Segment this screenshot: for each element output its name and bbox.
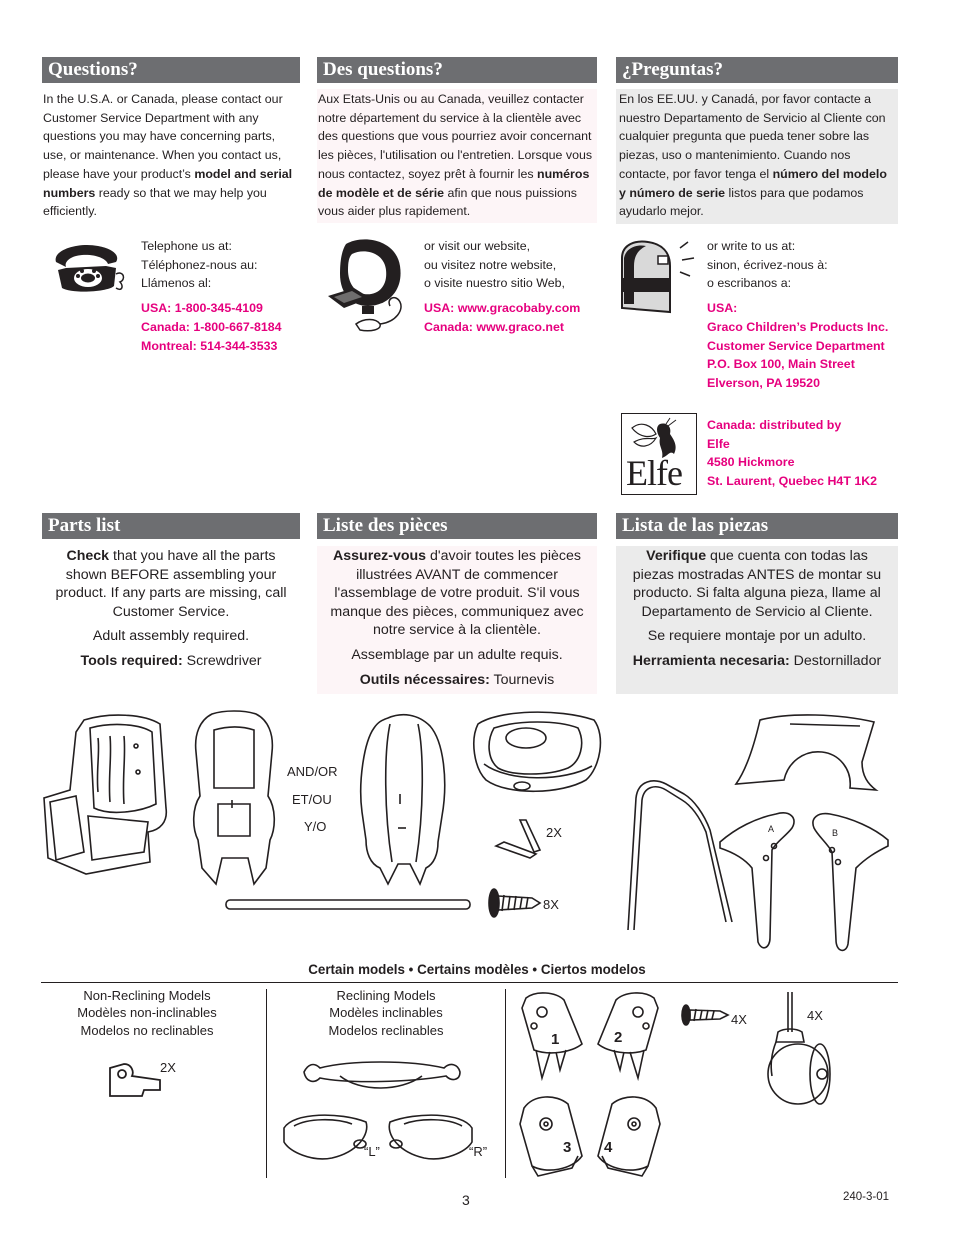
canada-company: Elfe <box>707 436 730 451</box>
document-number: 240-3-01 <box>843 1191 890 1203</box>
parts-check-en <box>50 547 292 621</box>
web-line-fr: ou visitez notre website, <box>424 257 557 272</box>
canada-block <box>707 416 902 491</box>
web-url-usa[interactable]: USA: www.gracobaby.com <box>424 301 581 316</box>
canada-street: 4580 Hickmore <box>707 455 795 470</box>
questions-body-es-tail: listos para que podamos ayudarlo mejor. <box>619 185 864 219</box>
canada-city: St. Laurent, Quebec H4T 1K2 <box>707 474 878 489</box>
parts-tools-en-bold: Tools required: <box>80 652 183 669</box>
non-reclining-es: Modelos no reclinables <box>80 1022 214 1038</box>
questions-body-en-bold: model and serial numbers <box>43 166 293 200</box>
bracket-number-3: 3 <box>563 1139 572 1156</box>
questions-body-fr-bold: numéros de modèle et de série <box>318 166 590 200</box>
web-block <box>424 237 604 337</box>
column-divider-1 <box>266 989 267 1178</box>
parts-check-fr <box>323 547 591 640</box>
screw-quantity: 8X <box>543 897 559 912</box>
andor-label-fr: ET/OU <box>292 792 332 807</box>
parts-assembly-en: Adult assembly required. <box>92 628 250 645</box>
computer-icon <box>324 236 414 340</box>
questions-body-en-text: In the U.S.A. or Canada, please contact our Customer Service Department with any questions you may have concerning parts, use, or maintenance. When you contact us, please have your product’s <box>43 92 283 181</box>
parts-check-es-text: que cuenta con todas las piezas mostradas ANTES de montar su producto. Si falta alguna pieza, llame al Departamento de Servicio al Cliente. <box>632 548 882 620</box>
phone-block <box>141 237 311 355</box>
questions-body-es-bold: número del modelo y número de serie <box>619 166 887 200</box>
parts-tools-en-text: Screwdriver <box>182 652 262 669</box>
parts-tools-es <box>626 652 888 671</box>
parts-header-en: Parts list <box>42 513 300 539</box>
questions-body-fr-tail: afin que nous puissions vous aider plus rapidement. <box>318 185 577 219</box>
small-screw-quantity: 4X <box>731 1012 747 1027</box>
reclining-es: Modelos reclinables <box>328 1022 444 1038</box>
parts-tools-fr-bold: Outils nécessaires: <box>359 671 490 688</box>
leg-letter-a: A <box>768 824 775 834</box>
parts-tools-es-text: Destornillador <box>789 652 882 669</box>
leg-right-illustration <box>804 808 892 956</box>
questions-body-en <box>43 90 301 221</box>
parts-body-fr <box>317 546 597 694</box>
questions-body-fr-text: Aux Etats-Unis ou au Canada, veuillez contacter notre département du service à la clientèle avec des questions que vous pourriez avoir concernant les pièces, l'utilisation ou l'entretien. Lorsque vous nous contactez, soyez prêt à fournir les <box>318 92 593 181</box>
parts-header-es: Lista de las piezas <box>616 513 898 539</box>
elfe-logo <box>621 413 697 495</box>
andor-label-en: AND/OR <box>287 764 338 779</box>
leg-letter-b: B <box>832 828 839 838</box>
andor-label-es: Y/O <box>304 819 327 834</box>
bracket-number-1: 1 <box>551 1031 560 1048</box>
small-screw-illustration <box>680 1002 730 1028</box>
non-reclining-fr: Modèles non-inclinables <box>77 1005 217 1021</box>
certain-models-divider <box>41 982 898 983</box>
mail-address-country: USA: <box>707 301 738 316</box>
recline-knob-left-illustration <box>280 1108 372 1164</box>
questions-header-es: ¿Preguntas? <box>616 57 898 83</box>
leg-left-illustration <box>716 808 800 954</box>
reclining-fr: Modèles inclinables <box>329 1005 443 1021</box>
parts-body-es <box>616 546 898 694</box>
parts-tools-fr-text: Tournevis <box>489 671 555 688</box>
mail-address-department: Customer Service Department <box>707 338 885 353</box>
non-reclining-heading <box>46 987 248 1039</box>
parts-check-fr-text: d'avoir toutes les pièces illustrées AVANT de commencer l'assemblage de votre produit. S'il vous manque des pièces, communiquez avec notre service à la clientèle. <box>330 548 584 639</box>
questions-header-fr: Des questions? <box>317 57 597 83</box>
certain-models-heading: Certain models • Certains modèles • Ciertos modelos <box>308 962 646 977</box>
tray-illustration <box>468 706 606 798</box>
parts-check-es <box>626 547 888 621</box>
mail-address-city: Elverson, PA 19520 <box>707 375 820 390</box>
parts-assembly-fr: Assemblage par un adulte requis. <box>351 646 563 663</box>
parts-body-en <box>42 547 300 677</box>
parts-tools-es-bold: Herramienta necesaria: <box>632 652 790 669</box>
seat-frame-illustration <box>40 712 180 880</box>
phone-line-es: Llámenos al: <box>141 276 212 291</box>
left-knob-label: “L” <box>364 1144 380 1159</box>
mail-block <box>707 237 902 393</box>
bracket-number-2: 2 <box>614 1029 623 1046</box>
parts-check-en-bold: Check <box>66 548 110 564</box>
phone-line-en: Telephone us at: <box>141 239 232 253</box>
tray-clip-illustration <box>490 818 546 866</box>
right-knob-label: “R” <box>469 1144 488 1159</box>
base-illustration <box>730 710 880 792</box>
web-line-en: or visit our website, <box>424 239 531 253</box>
parts-check-en-text: that you have all the parts shown BEFORE assembling your product. If any parts are missing, call Customer Service. <box>55 548 287 620</box>
clip-quantity: 2X <box>546 825 562 840</box>
bracket-2-illustration <box>594 990 664 1082</box>
mail-line-es: o escribanos a: <box>707 276 792 291</box>
parts-check-fr-bold: Assurez-vous <box>333 548 427 564</box>
questions-body-es-text: En los EE.UU. y Canadá, por favor contacte a nuestro Departamento de Servicio al Cliente con cualquier pregunta que pueda tener sobre las piezas, uso o mantenimiento. Cuando nos contacte, por favor tenga el <box>619 92 886 181</box>
phone-number-usa: USA: 1-800-345-4109 <box>141 301 263 316</box>
recline-knob-right-illustration <box>384 1108 476 1164</box>
phone-line-fr: Téléphonez-nous au: <box>141 257 258 272</box>
web-url-canada[interactable]: Canada: www.graco.net <box>424 319 564 334</box>
mailbox-icon <box>608 238 700 322</box>
seat-pad-illustration <box>188 708 278 888</box>
bracket-4-illustration <box>592 1094 664 1178</box>
bracket-number-4: 4 <box>604 1139 613 1156</box>
mail-address-street: P.O. Box 100, Main Street <box>707 357 855 372</box>
page-number: 3 <box>462 1192 470 1208</box>
mail-line-en: or write to us at: <box>707 239 796 253</box>
rod-illustration <box>222 896 474 914</box>
parts-tools-fr <box>323 671 591 690</box>
web-line-es: o visite nuestro sitio Web, <box>424 276 565 291</box>
reclining-heading <box>286 987 486 1039</box>
questions-header-en: Questions? <box>42 57 300 83</box>
mail-address-company: Graco Children’s Products Inc. <box>707 319 889 334</box>
screw-illustration <box>486 886 542 920</box>
caster-quantity: 4X <box>807 1008 823 1023</box>
telephone-icon <box>48 240 128 296</box>
parts-assembly-es: Se requiere montaje por un adulto. <box>647 628 867 645</box>
caster-wheel-illustration <box>764 988 834 1112</box>
phone-number-montreal: Montreal: 514-344-3533 <box>141 338 278 353</box>
non-reclining-quantity: 2X <box>160 1060 176 1075</box>
column-divider-2 <box>505 989 506 1178</box>
canada-distributor: Canada: distributed by <box>707 418 842 432</box>
parts-header-fr: Liste des pièces <box>317 513 597 539</box>
questions-body-es <box>616 89 898 224</box>
parts-tools-en <box>50 652 292 671</box>
phone-number-canada: Canada: 1-800-667-8184 <box>141 319 282 334</box>
reclining-en: Reclining Models <box>336 988 436 1003</box>
non-reclining-en: Non-Reclining Models <box>83 988 211 1003</box>
recline-handle-illustration <box>300 1052 464 1098</box>
mail-line-fr: sinon, écrivez-nous à: <box>707 257 828 272</box>
parts-check-es-bold: Verifique <box>646 548 707 564</box>
questions-body-en-tail: ready so that we may help you efficiently. <box>43 185 267 219</box>
recline-stop-illustration <box>104 1058 168 1102</box>
questions-body-fr <box>317 89 597 223</box>
seat-pad-alt-illustration <box>354 712 454 888</box>
elfe-logo-text: Elfe <box>626 453 682 493</box>
bracket-3-illustration <box>516 1094 588 1178</box>
